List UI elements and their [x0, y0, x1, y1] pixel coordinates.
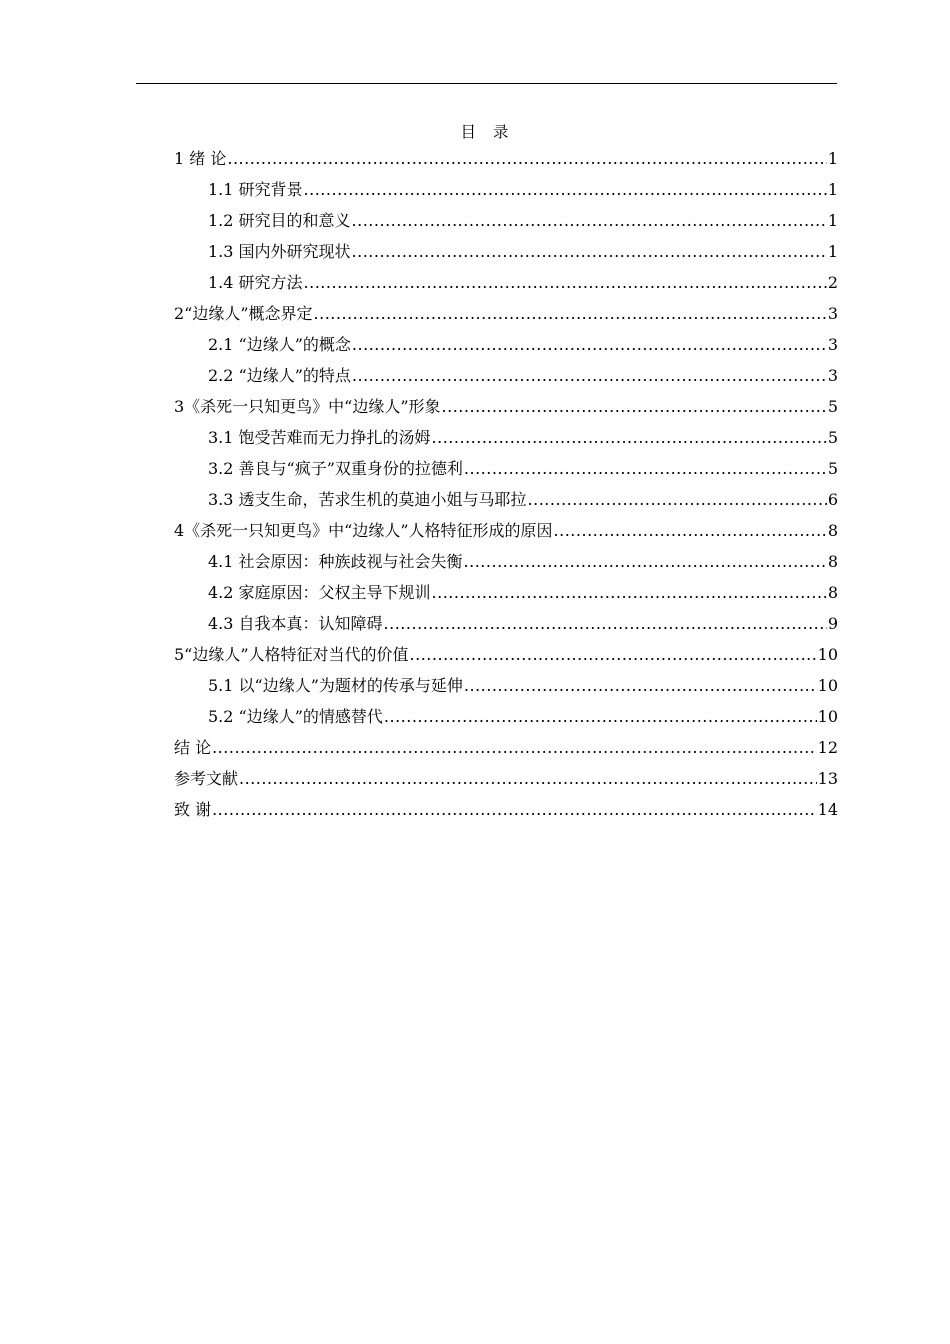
- toc-entry-3-3[interactable]: [174, 484, 838, 515]
- toc-entry-label: 1.3 国内外研究现状: [208, 242, 351, 261]
- toc-entry-label: 4《杀死一只知更鸟》中“边缘人”人格特征形成的原因: [174, 521, 553, 540]
- toc-entry-page: 8: [827, 552, 838, 571]
- toc-entry-5[interactable]: [174, 639, 838, 670]
- toc-entry-label: 3《杀死一只知更鸟》中“边缘人”形象: [174, 397, 441, 416]
- toc-entry-page: 3: [827, 335, 838, 354]
- toc-entry-page: 8: [827, 583, 838, 602]
- toc-leader-dots: [352, 205, 827, 236]
- toc-entry-acknowledgements[interactable]: [174, 794, 838, 825]
- header-rule: [136, 83, 837, 84]
- toc-leader-dots: [304, 174, 827, 205]
- toc-entry-2-2[interactable]: [174, 360, 838, 391]
- toc-entry-4-2[interactable]: [174, 577, 838, 608]
- toc-entry-page: 2: [827, 273, 838, 292]
- toc-entry-4[interactable]: [174, 515, 838, 546]
- toc-leader-dots: [384, 608, 827, 639]
- toc-entry-page: 5: [827, 428, 838, 447]
- toc-entry-page: 1: [827, 242, 838, 261]
- toc-leader-dots: [239, 763, 817, 794]
- toc-entry-page: 12: [817, 738, 838, 757]
- toc-entry-page: 5: [827, 397, 838, 416]
- toc-entry-label: 结 论: [174, 738, 212, 757]
- toc-entry-page: 14: [817, 800, 838, 819]
- toc-entry-label: 4.3 自我本真：认知障碍: [208, 614, 383, 633]
- toc-entry-page: 1: [827, 180, 838, 199]
- toc-leader-dots: [212, 732, 817, 763]
- toc-entry-label: 3.2 善良与“疯子”双重身份的拉德利: [208, 459, 463, 478]
- toc-leader-dots: [384, 701, 817, 732]
- toc-leader-dots: [304, 267, 827, 298]
- toc-entry-page: 6: [827, 490, 838, 509]
- toc-entry-page: 3: [827, 366, 838, 385]
- toc-entry-page: 1: [827, 211, 838, 230]
- toc-entry-label: 2“边缘人”概念界定: [174, 304, 313, 323]
- toc-leader-dots: [410, 639, 817, 670]
- toc-entry-page: 10: [817, 676, 838, 695]
- toc-entry-label: 5.1 以“边缘人”为题材的传承与延伸: [208, 676, 463, 695]
- toc-entry-5-2[interactable]: [174, 701, 838, 732]
- toc-entry-page: 10: [817, 645, 838, 664]
- toc-entry-4-1[interactable]: [174, 546, 838, 577]
- toc-leader-dots: [464, 546, 827, 577]
- toc-entry-4-3[interactable]: [174, 608, 838, 639]
- toc-entry-label: 1 绪 论: [174, 149, 227, 168]
- toc-entry-label: 致 谢: [174, 800, 212, 819]
- toc-entry-page: 5: [827, 459, 838, 478]
- toc-entry-page: 8: [827, 521, 838, 540]
- toc-entry-page: 1: [827, 149, 838, 168]
- toc-entry-page: 9: [827, 614, 838, 633]
- toc-entry-label: 1.4 研究方法: [208, 273, 303, 292]
- toc-entry-3[interactable]: [174, 391, 838, 422]
- toc-entry-label: 4.2 家庭原因：父权主导下规训: [208, 583, 431, 602]
- toc-entry-1[interactable]: [174, 143, 838, 174]
- toc-entry-label: 1.1 研究背景: [208, 180, 303, 199]
- toc-leader-dots: [432, 422, 827, 453]
- toc-leader-dots: [227, 143, 826, 174]
- toc-entry-3-1[interactable]: [174, 422, 838, 453]
- toc-entry-references[interactable]: [174, 763, 838, 794]
- toc-entry-label: 2.2 “边缘人”的特点: [208, 366, 351, 385]
- toc-leader-dots: [464, 670, 817, 701]
- toc-leader-dots: [212, 794, 817, 825]
- toc-leader-dots: [528, 484, 827, 515]
- toc-entry-label: 2.1 “边缘人”的概念: [208, 335, 351, 354]
- toc-entry-label: 1.2 研究目的和意义: [208, 211, 351, 230]
- toc-leader-dots: [554, 515, 827, 546]
- toc-leader-dots: [352, 329, 827, 360]
- toc-entry-2[interactable]: [174, 298, 838, 329]
- table-of-contents: [174, 143, 838, 825]
- toc-entry-label: 参考文献: [174, 769, 239, 788]
- toc-entry-page: 13: [817, 769, 838, 788]
- toc-entry-1-2[interactable]: [174, 205, 838, 236]
- toc-entry-label: 5“边缘人”人格特征对当代的价值: [174, 645, 409, 664]
- toc-leader-dots: [432, 577, 827, 608]
- toc-entry-label: 5.2 “边缘人”的情感替代: [208, 707, 383, 726]
- toc-title: 目 录: [460, 123, 515, 141]
- toc-entry-5-1[interactable]: [174, 670, 838, 701]
- toc-leader-dots: [352, 236, 827, 267]
- toc-entry-page: 3: [827, 304, 838, 323]
- toc-entry-1-1[interactable]: [174, 174, 838, 205]
- toc-entry-conclusion[interactable]: [174, 732, 838, 763]
- toc-leader-dots: [464, 453, 827, 484]
- toc-leader-dots: [314, 298, 827, 329]
- toc-entry-label: 4.1 社会原因：种族歧视与社会失衡: [208, 552, 463, 571]
- toc-entry-3-2[interactable]: [174, 453, 838, 484]
- toc-entry-2-1[interactable]: [174, 329, 838, 360]
- toc-leader-dots: [352, 360, 827, 391]
- toc-entry-1-4[interactable]: [174, 267, 838, 298]
- toc-entry-1-3[interactable]: [174, 236, 838, 267]
- toc-entry-page: 10: [817, 707, 838, 726]
- toc-leader-dots: [442, 391, 827, 422]
- toc-entry-label: 3.3 透支生命，苦求生机的莫迪小姐与马耶拉: [208, 490, 527, 509]
- toc-entry-label: 3.1 饱受苦难而无力挣扎的汤姆: [208, 428, 431, 447]
